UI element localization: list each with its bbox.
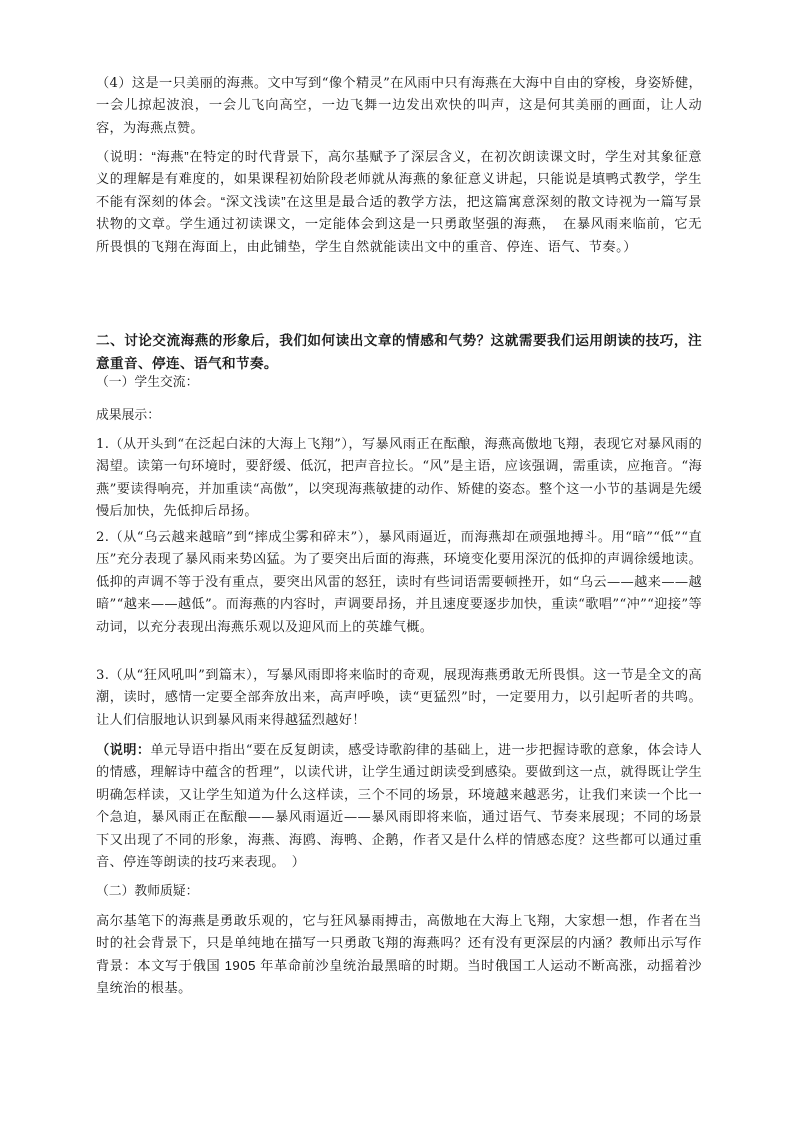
subheading-teacher-question: （二）教师质疑：	[96, 884, 199, 899]
section-heading-2: 二、讨论交流海燕的形象后，我们如何读出文章的情感和气势？这就需要我们运用朗读的技巧，注意重音、停连、语气和节奏。	[96, 333, 702, 372]
note-prefix: （说明：	[96, 743, 151, 758]
result-item-2: 2.（从“乌云越来越暗”到“摔成尘雾和碎末”），暴风雨逼近，而海燕却在顽强地搏斗。用“暗”“低”“直压”充分表现了暴风雨来势凶猛。为了要突出后面的海燕，环境变化要用深沉的低抑的声调徐缓地读。低抑的声调不等于没有重点，要突出风雷的怒狂，读时有些词语需要顿挫开，如“乌云——越来——越暗”“越来——越低”。而海燕的内容时，声调要昂扬，并且速度要逐步加快，重读“歌唱”“冲”“迎接”等动词，以充分表现出海燕乐观以及迎风而上的英雄气概。	[96, 530, 702, 635]
explanation-note-1: （说明：“海燕”在特定的时代背景下，高尔基赋予了深层含义，在初次朗读课文时，学生对其象征意义的理解是有难度的，如果课程初始阶段老师就从海燕的象征意义讲起，只能说是填鸭式教学，学生不能有深刻的体会。“深文浅读”在这里是最合适的教学方法，把这篇寓意深刻的散文诗视为一篇写景状物的文章。学生通过初读课文，一定能体会到这是一只勇敢坚强的海燕， 在暴风雨来临前，它无所畏惧的飞翔在海面上，由此铺垫，学生自然就能读出文中的重音、停连、语气、节奏。）	[96, 149, 702, 254]
paragraph-item-4: （4）这是一只美丽的海燕。文中写到“像个精灵”在风雨中只有海燕在大海中自由的穿梭，身姿矫健，一会儿掠起波浪，一会儿飞向高空，一边飞舞一边发出欢快的叫声，这是何其美丽的画面，让人动容，为海燕点赞。	[96, 76, 702, 136]
results-label: 成果展示：	[96, 408, 160, 423]
teacher-paragraph: 高尔基笔下的海燕是勇敢乐观的，它与狂风暴雨搏击，高傲地在大海上飞翔，大家想一想，作者在当时的社会背景下，只是单纯地在描写一只勇敢飞翔的海燕吗？还有没有更深层的内涵？教师出示写作背景：本文写于俄国 1905 年革命前沙皇统治最黑暗的时期。当时俄国工人运动不断高涨，动摇着沙皇统治的根基。	[96, 913, 702, 996]
result-item-3: 3.（从“狂风吼叫”到篇末），写暴风雨即将来临时的奇观，展现海燕勇敢无所畏惧。这一节是全文的高潮，读时，感情一定要全部奔放出来，高声呼唤，读“更猛烈”时，一定要用力，以引起听者的共鸣。让人们信服地认识到暴风雨来得越猛烈越好！	[96, 668, 702, 728]
result-item-1: 1.（从开头到“在泛起白沫的大海上飞翔”），写暴风雨正在酝酿，海燕高傲地飞翔，表现它对暴风雨的渴望。读第一句环境时，要舒缓、低沉，把声音拉长。“风”是主语，应该强调，需重读，应拖音。“海燕”要读得响亮，并加重读“高傲”，以突现海燕敏捷的动作、矫健的姿态。整个这一小节的基调是先缓慢后加快，先低抑后昂扬。	[96, 437, 702, 520]
note-body: 单元导语中指出“要在反复朗读，感受诗歌韵律的基础上，进一步把握诗歌的意象，体会诗人的情感，理解诗中蕴含的哲理”，以读代讲，让学生通过朗读受到感染。要做到这一点，就得既让学生明确怎样读，又让学生知道为什么这样读，三个不同的场景，环境越来越恶劣，让我们来读一个比一个急迫，暴风雨正在酝酿——暴风雨逼近——暴风雨即将来临，通过语气、节奏来展现；不同的场景下又出现了不同的形象，海燕、海鸥、海鸭、企鹅，作者又是什么样的情感态度？这些都可以通过重音、停连等朗读的技巧来表现。 ）	[96, 743, 702, 871]
explanation-note-2	[96, 740, 702, 874]
subheading-student-exchange: （一）学生交流：	[96, 375, 199, 390]
